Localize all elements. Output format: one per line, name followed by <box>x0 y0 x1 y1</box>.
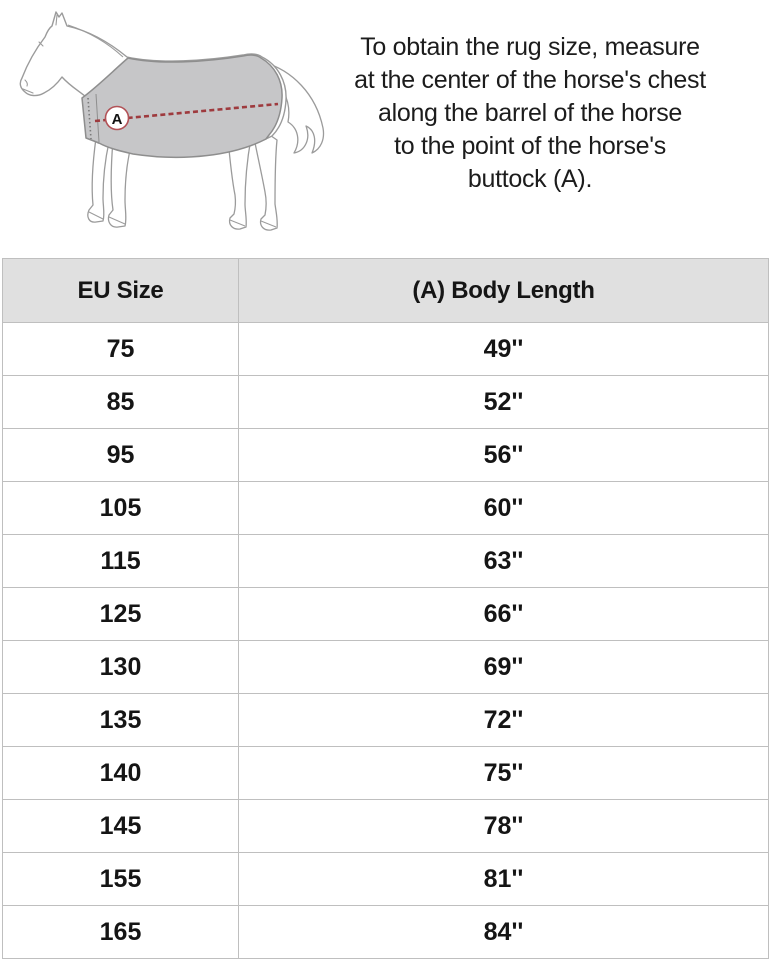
eu-size-cell: 115 <box>3 535 239 588</box>
measure-section <box>0 0 770 258</box>
body-length-cell: 56'' <box>239 429 769 482</box>
table-row <box>3 482 769 535</box>
measure-instructions <box>295 31 765 196</box>
horse-front-leg-near <box>88 138 109 222</box>
table-header-eu-size: EU Size <box>3 259 239 323</box>
body-length-cell: 69'' <box>239 641 769 694</box>
body-length-cell: 75'' <box>239 747 769 800</box>
instruction-line: at the center of the horse's chest <box>354 66 706 94</box>
horse-measurement-diagram-icon <box>0 0 340 250</box>
eu-size-cell: 85 <box>3 376 239 429</box>
instruction-line: To obtain the rug size, measure <box>360 33 700 61</box>
body-length-cell: 66'' <box>239 588 769 641</box>
table-row <box>3 800 769 853</box>
table-row <box>3 323 769 376</box>
eu-size-cell: 165 <box>3 906 239 959</box>
body-length-cell: 63'' <box>239 535 769 588</box>
body-length-cell: 81'' <box>239 853 769 906</box>
eu-size-cell: 125 <box>3 588 239 641</box>
instruction-line: buttock (A). <box>467 165 593 193</box>
label-a-text: A <box>111 111 123 128</box>
instruction-line: to the point of the horse's <box>394 132 666 160</box>
table-row <box>3 535 769 588</box>
eu-size-cell: 105 <box>3 482 239 535</box>
table-row <box>3 376 769 429</box>
table-row <box>3 641 769 694</box>
table-row <box>3 588 769 641</box>
body-length-cell: 78'' <box>239 800 769 853</box>
body-length-cell: 60'' <box>239 482 769 535</box>
instruction-line: along the barrel of the horse <box>377 99 682 127</box>
body-length-cell: 52'' <box>239 376 769 429</box>
eu-size-cell: 95 <box>3 429 239 482</box>
eu-size-cell: 135 <box>3 694 239 747</box>
body-length-cell: 72'' <box>239 694 769 747</box>
table-row <box>3 747 769 800</box>
body-length-cell: 84'' <box>239 906 769 959</box>
table-row <box>3 694 769 747</box>
table-row <box>3 853 769 906</box>
table-row <box>3 906 769 959</box>
eu-size-cell: 140 <box>3 747 239 800</box>
table-header-row <box>3 259 769 323</box>
eu-size-cell: 145 <box>3 800 239 853</box>
body-length-cell: 49'' <box>239 323 769 376</box>
size-table <box>2 258 769 959</box>
eu-size-cell: 155 <box>3 853 239 906</box>
eu-size-cell: 75 <box>3 323 239 376</box>
table-header-body-length: (A) Body Length <box>239 259 769 323</box>
table-row <box>3 429 769 482</box>
eu-size-cell: 130 <box>3 641 239 694</box>
